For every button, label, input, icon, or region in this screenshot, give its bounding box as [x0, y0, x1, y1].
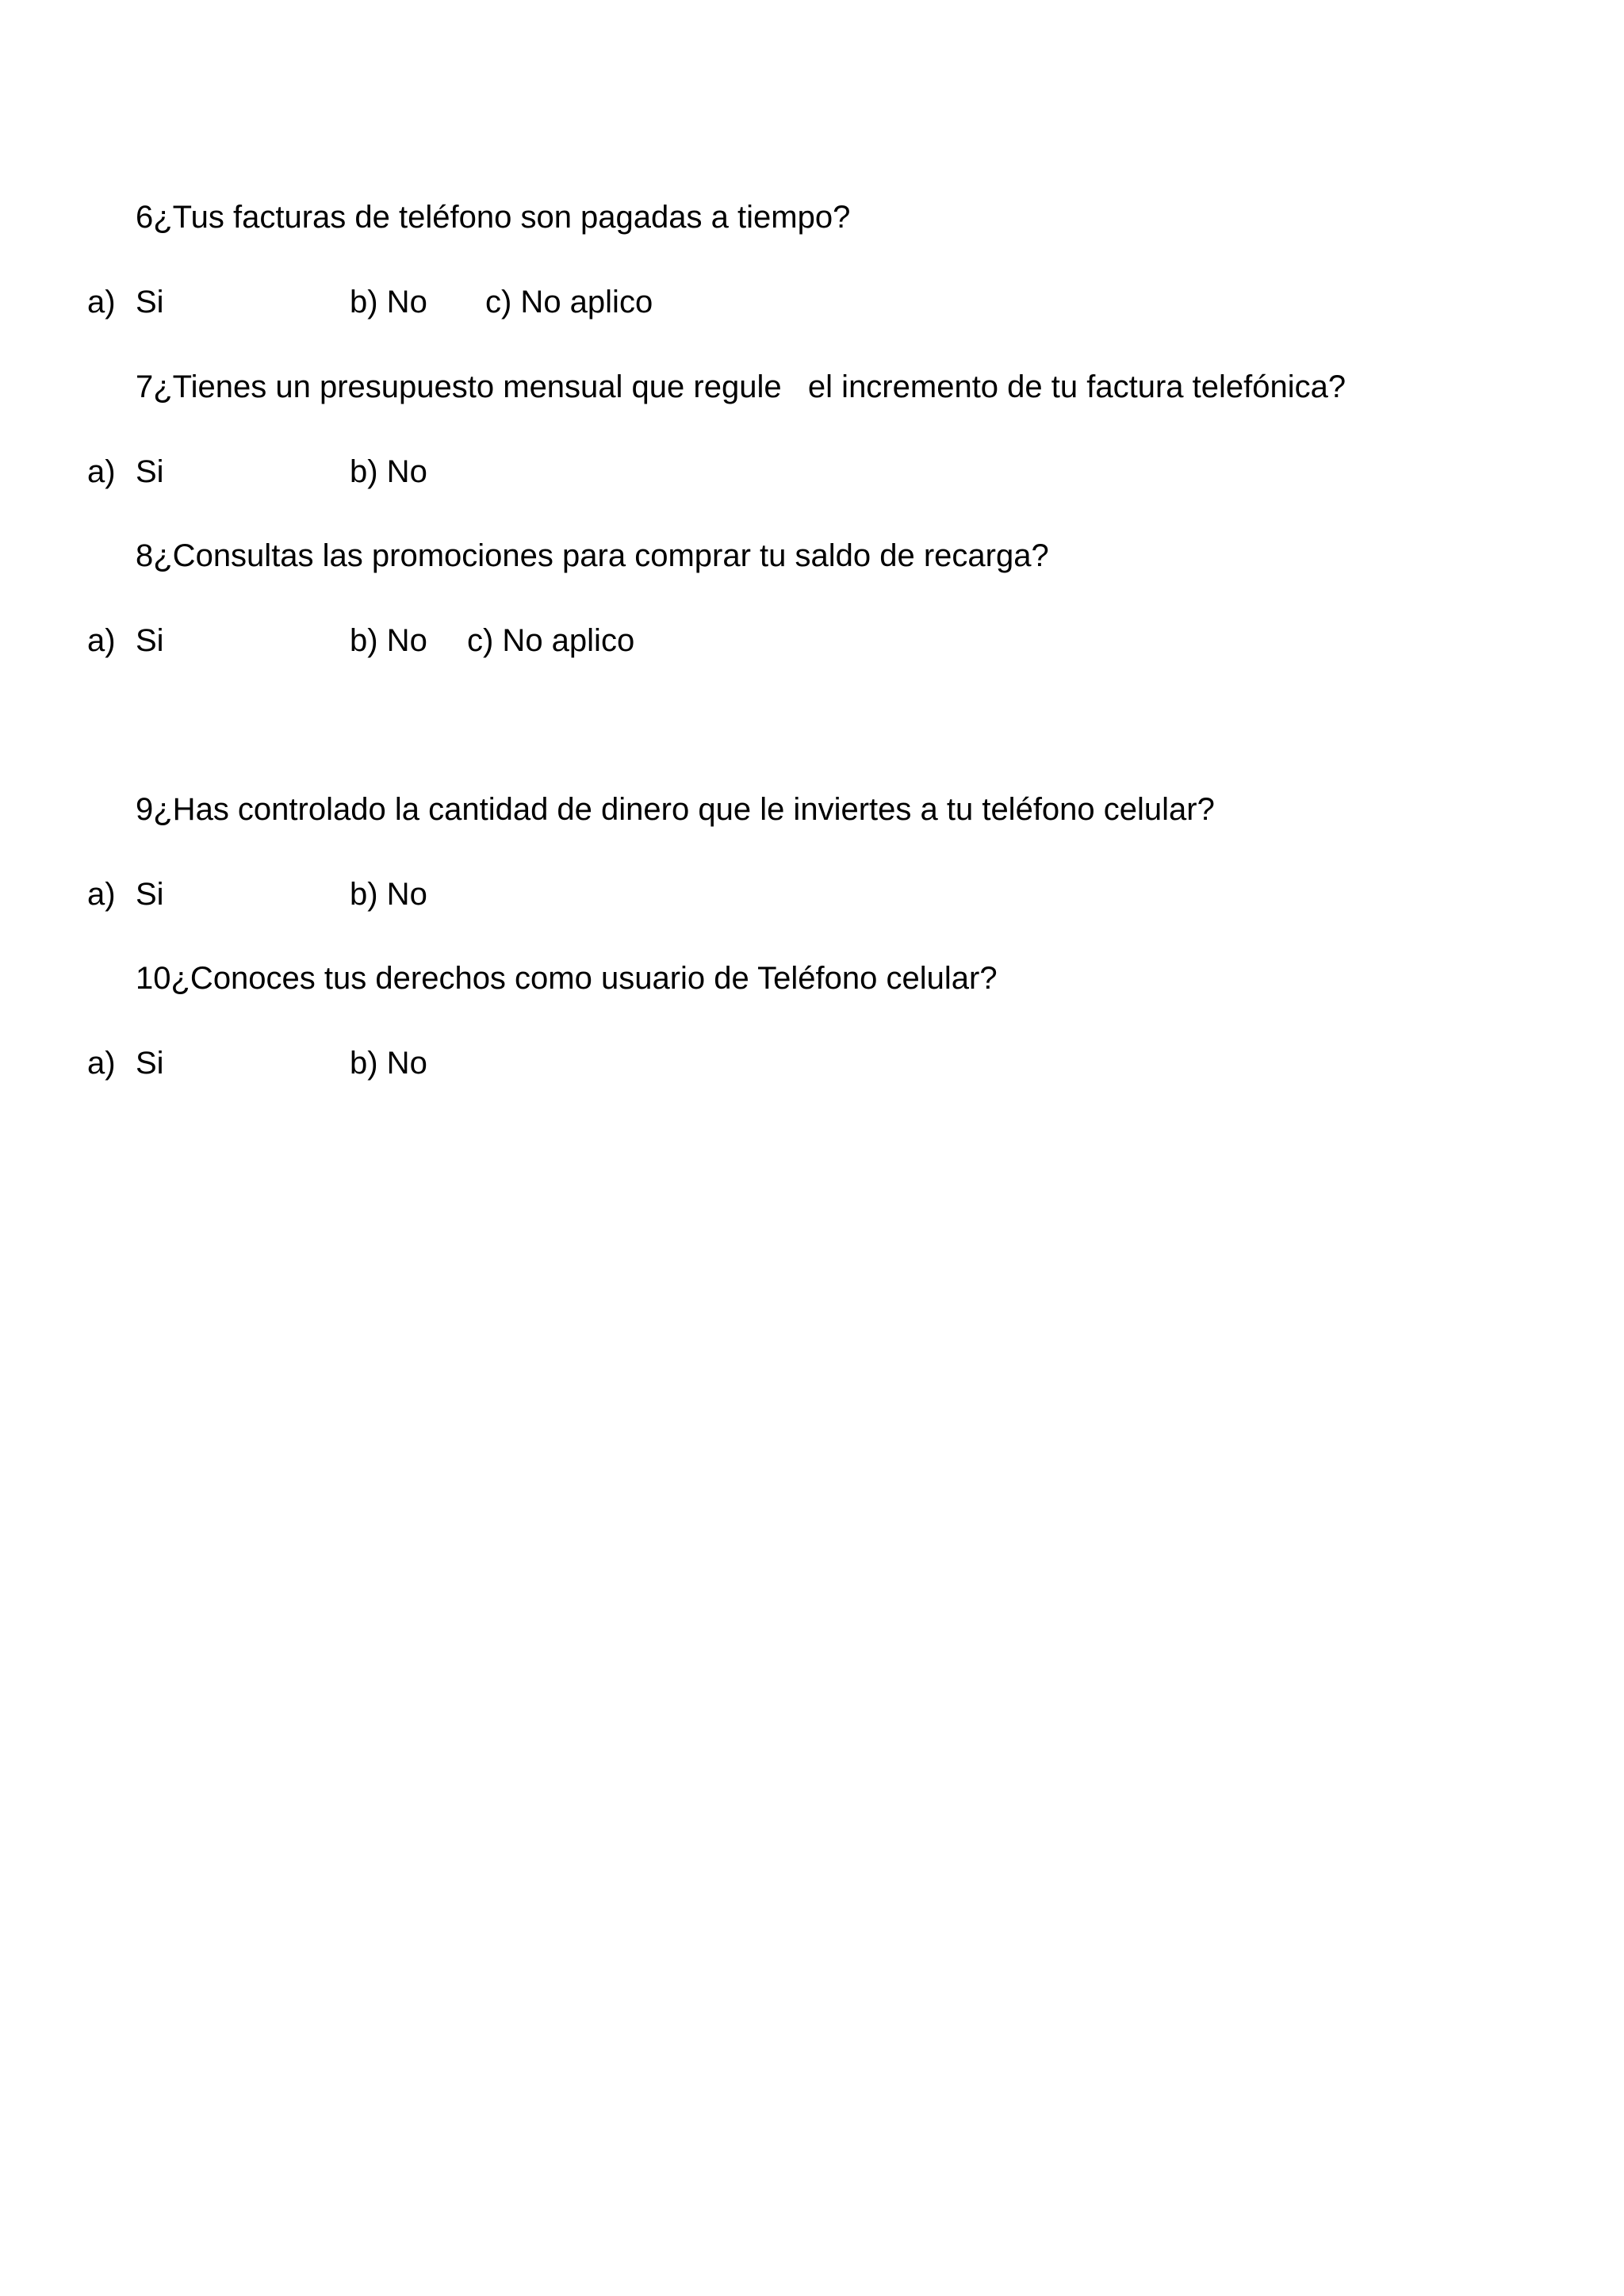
question-10-text: 10¿Conoces tus derechos como usuario de Teléfono celular?: [136, 961, 998, 996]
question-8-option-a-marker: a): [87, 623, 116, 658]
question-6-option-a: Si: [136, 285, 164, 320]
question-7-option-b: b) No: [350, 454, 427, 489]
question-10-option-a-marker: a): [87, 1046, 116, 1081]
question-6-option-b: b) No: [350, 285, 427, 320]
question-8-option-c: c) No aplico: [467, 623, 635, 658]
question-7-text: 7¿Tienes un presupuesto mensual que regule el incremento de tu factura telefónica?: [136, 369, 1346, 404]
question-6-option-c: c) No aplico: [485, 285, 653, 320]
question-8-option-b: b) No: [350, 623, 427, 658]
question-10-option-a: Si: [136, 1046, 164, 1081]
question-8-option-a: Si: [136, 623, 164, 658]
question-9-text: 9¿Has controlado la cantidad de dinero que le inviertes a tu teléfono celular?: [136, 792, 1215, 827]
question-8-text: 8¿Consultas las promociones para comprar tu saldo de recarga?: [136, 538, 1049, 573]
question-6-option-a-marker: a): [87, 285, 116, 320]
question-7-option-a: Si: [136, 454, 164, 489]
question-9-option-a: Si: [136, 877, 164, 912]
question-10-option-b: b) No: [350, 1046, 427, 1081]
question-7-option-a-marker: a): [87, 454, 116, 489]
question-6-text: 6¿Tus facturas de teléfono son pagadas a tiempo?: [136, 200, 851, 235]
question-9-option-b: b) No: [350, 877, 427, 912]
question-9-option-a-marker: a): [87, 877, 116, 912]
